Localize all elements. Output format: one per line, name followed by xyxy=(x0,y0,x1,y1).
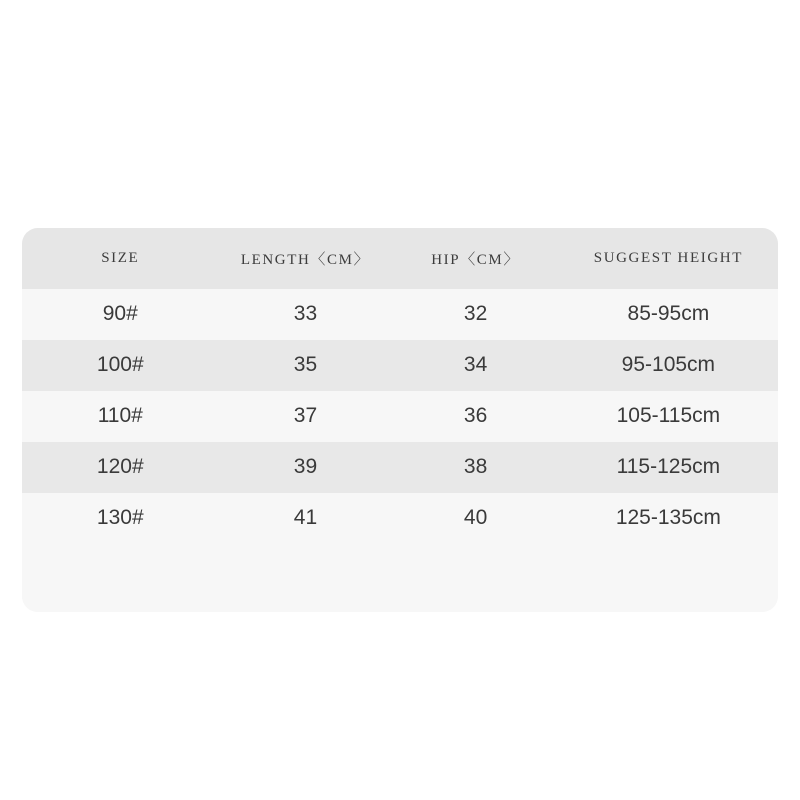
table-row xyxy=(22,493,778,544)
header-row xyxy=(22,228,778,289)
column-header-hip: HIP〈CM〉 xyxy=(431,252,520,268)
cell-length: 37 xyxy=(293,404,318,427)
cell-suggest-height: 115-125cm xyxy=(616,455,721,478)
cell-hip: 32 xyxy=(463,302,488,325)
cell-size: 120# xyxy=(96,455,144,478)
column-header-size: SIZE xyxy=(101,250,140,266)
table-row xyxy=(22,289,778,340)
cell-hip: 38 xyxy=(463,455,488,478)
cell-length: 39 xyxy=(293,455,318,478)
cell-size: 90# xyxy=(102,302,138,325)
cell-suggest-height: 105-115cm xyxy=(616,404,721,427)
cell-hip: 36 xyxy=(463,404,488,427)
cell-length: 35 xyxy=(293,353,318,376)
table-body xyxy=(22,289,778,544)
cell-hip: 34 xyxy=(463,353,488,376)
cell-suggest-height: 95-105cm xyxy=(621,353,716,376)
table-row xyxy=(22,391,778,442)
cell-length: 41 xyxy=(293,506,318,529)
cell-suggest-height: 125-135cm xyxy=(615,506,721,529)
footer-spacer-cell xyxy=(22,544,778,612)
footer-spacer-row xyxy=(22,544,778,612)
cell-length: 33 xyxy=(293,302,318,325)
column-header-length: LENGTH〈CM〉 xyxy=(240,252,371,268)
size-chart-card xyxy=(22,228,778,612)
column-header-suggest-height: SUGGEST HEIGHT xyxy=(593,250,743,266)
cell-size: 130# xyxy=(96,506,144,529)
table-row xyxy=(22,340,778,391)
cell-suggest-height: 85-95cm xyxy=(627,302,710,325)
table-header xyxy=(22,228,778,289)
cell-size: 100# xyxy=(96,353,144,376)
table-footer xyxy=(22,544,778,612)
size-chart-table xyxy=(22,228,778,612)
cell-size: 110# xyxy=(97,404,143,427)
cell-hip: 40 xyxy=(463,506,488,529)
table-row xyxy=(22,442,778,493)
